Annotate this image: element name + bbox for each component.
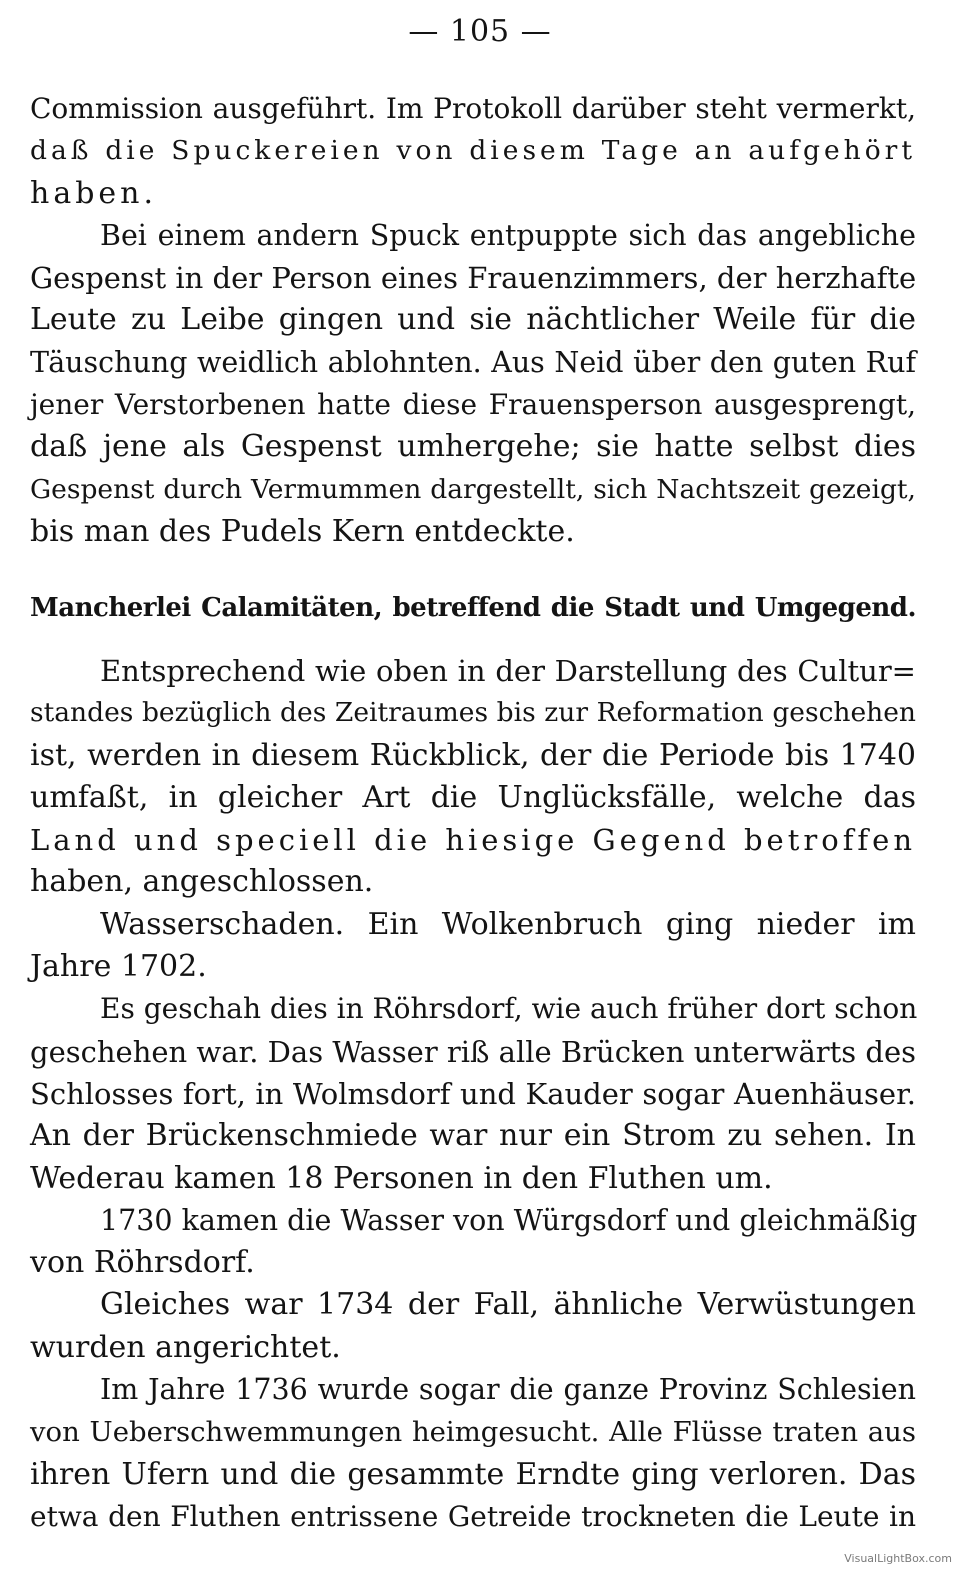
text-line: Land und speciell die hiesige Gegend betroffen xyxy=(30,823,916,858)
text-line: Jahre 1702. xyxy=(30,949,207,985)
text-line: wurden angerichtet. xyxy=(30,1329,341,1365)
text-line: Gespenst in der Person eines Frauenzimmers, der herzhafte xyxy=(30,261,917,296)
text-line: umfaßt, in gleicher Art die Unglücksfälle, welche das xyxy=(30,779,916,815)
text-line: geschehen war. Das Wasser riß alle Brücken unterwärts des xyxy=(30,1034,916,1069)
text-line: Im Jahre 1736 wurde sogar die ganze Provinz Schlesien xyxy=(100,1373,916,1407)
text-line: Bei einem andern Spuck entpuppte sich das angebliche xyxy=(100,218,916,252)
text-line: Leute zu Leibe gingen und sie nächtlicher Weile für die xyxy=(30,302,916,338)
text-line: Commission ausgeführt. Im Protokoll darüber steht vermerkt, xyxy=(30,92,916,125)
text-line: Entsprechend wie oben in der Darstellung des Cultur= xyxy=(100,654,916,688)
text-line: Schlosses fort, in Wolmsdorf und Kauder sogar Auenhäuser. xyxy=(30,1076,916,1111)
text-line: Gespenst durch Vermummen dargestellt, sich Nachtszeit gezeigt, xyxy=(30,473,916,505)
text-line: 1730 kamen die Wasser von Würgsdorf und gleichmäßig xyxy=(100,1203,918,1237)
text-line: Wederau kamen 18 Personen in den Fluthen um. xyxy=(30,1160,773,1196)
text-line: Es geschah dies in Röhrsdorf, wie auch früher dort schon xyxy=(100,992,918,1026)
text-line: daß die Spuckereien von diesem Tage an aufgehört xyxy=(30,135,916,167)
text-line: haben, angeschlossen. xyxy=(30,864,374,900)
text-line: ist, werden in diesem Rückblick, der die Periode bis 1740 xyxy=(30,737,916,773)
text-line: Gleiches war 1734 der Fall, ähnliche Verwüstungen xyxy=(100,1287,916,1323)
watermark: VisualLightBox.com xyxy=(844,1552,952,1565)
text-line: standes bezüglich des Zeitraumes bis zur Reformation geschehen xyxy=(30,697,916,729)
text-line: ihren Ufern und die gesammte Erndte ging verloren. Das xyxy=(30,1456,916,1492)
text-line: Wasserschaden. Ein Wolkenbruch ging nieder im xyxy=(100,906,916,942)
text-block-top xyxy=(30,88,916,553)
text-line: An der Brückenschmiede war nur ein Strom zu sehen. In xyxy=(30,1118,916,1154)
section-heading: Mancherlei Calamitäten, betreffend die Stadt und Umgegend. xyxy=(30,593,916,623)
text-line: daß jene als Gespenst umhergehe; sie hatte selbst dies xyxy=(30,429,916,465)
text-line: haben. xyxy=(30,175,158,211)
text-block-bottom xyxy=(30,650,916,1538)
text-line: etwa den Fluthen entrissene Getreide trockneten die Leute in xyxy=(30,1499,916,1533)
text-line: von Röhrsdorf. xyxy=(30,1245,255,1281)
text-line: von Ueberschwemmungen heimgesucht. Alle Flüsse traten aus xyxy=(30,1416,916,1449)
page-number: — 105 — xyxy=(408,14,552,49)
text-line: bis man des Pudels Kern entdeckte. xyxy=(30,513,575,549)
text-line: jener Verstorbenen hatte diese Frauensperson ausgesprengt, xyxy=(30,388,916,422)
text-line: Täuschung weidlich ablohnten. Aus Neid über den guten Ruf xyxy=(30,345,916,379)
